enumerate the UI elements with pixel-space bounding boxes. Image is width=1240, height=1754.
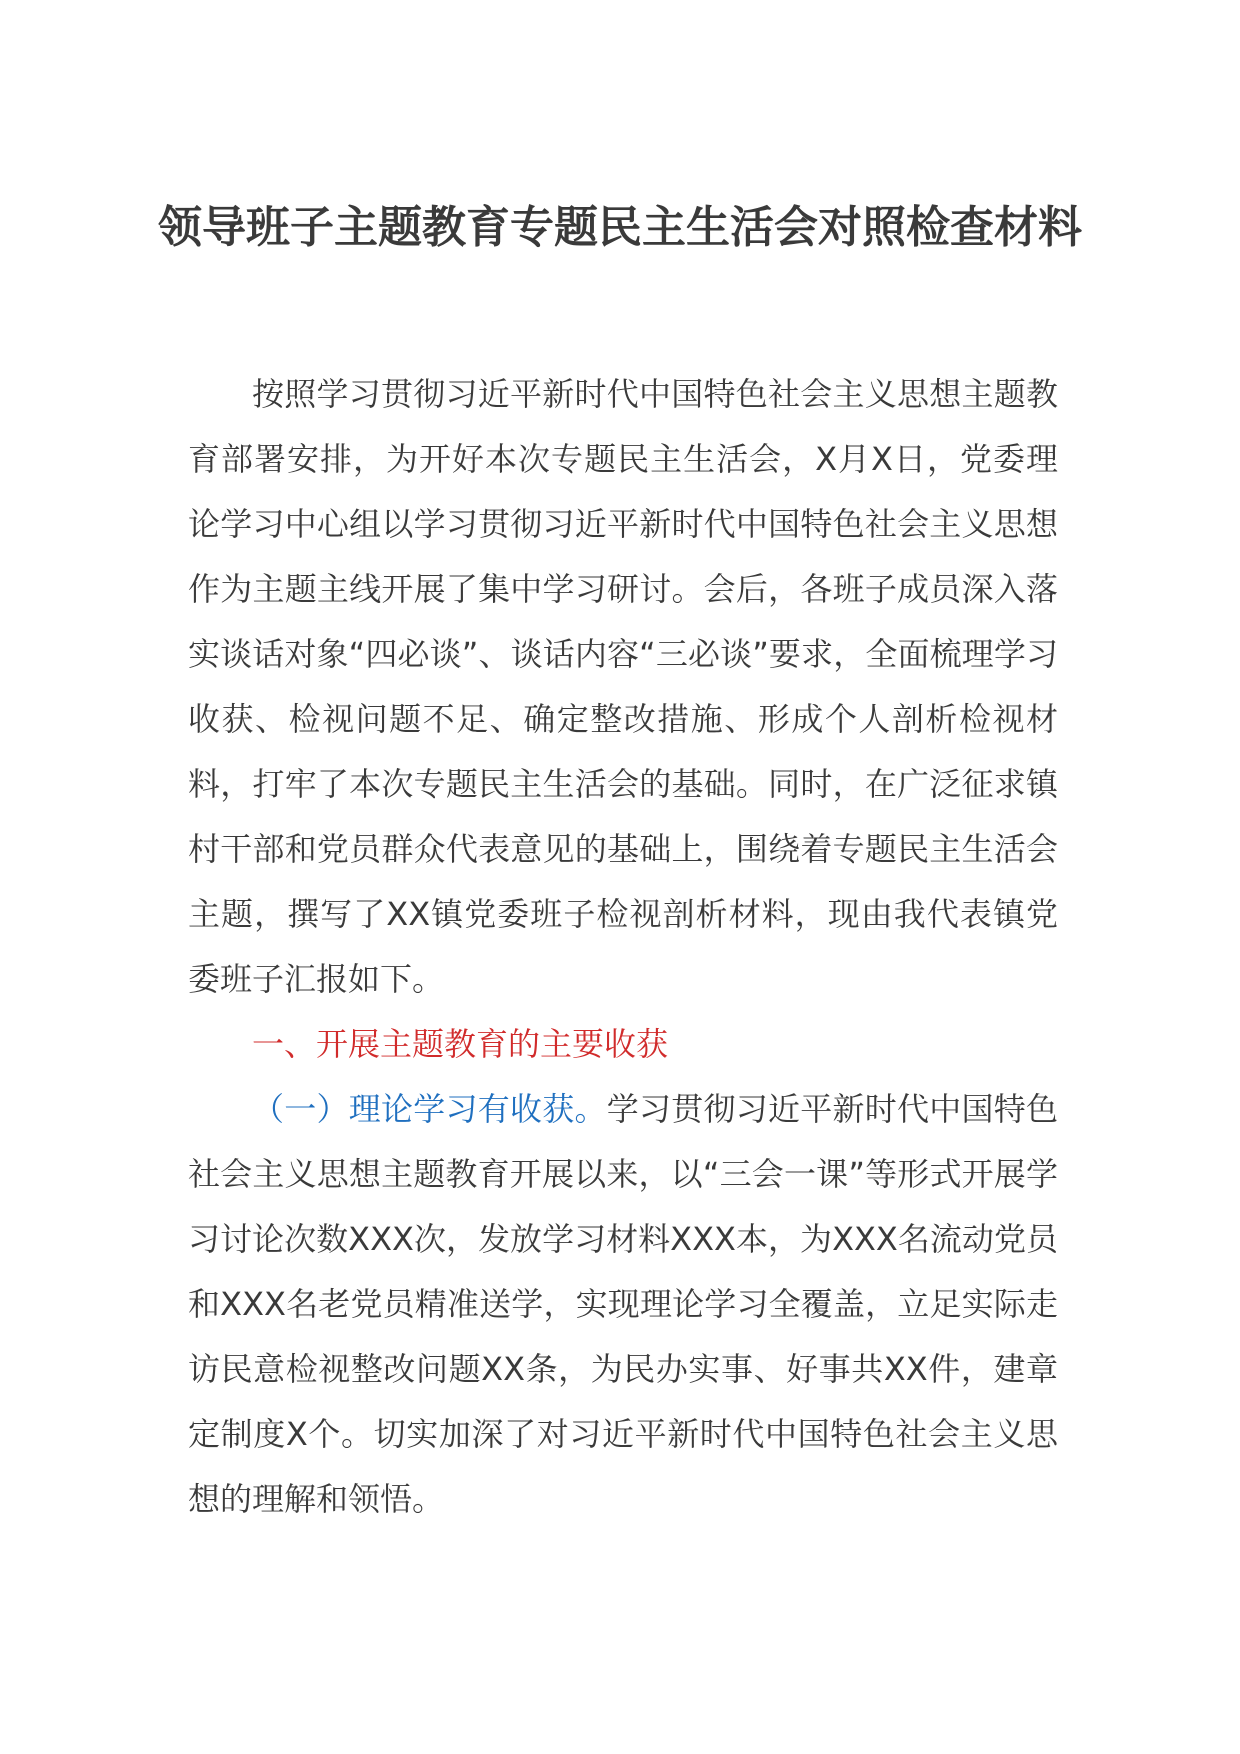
subsection-paragraph [188,1077,1058,1532]
section-heading: 一、开展主题教育的主要收获 [252,1025,669,1063]
subsection-heading: （一）理论学习有收获。 [252,1090,607,1128]
document-title: 领导班子主题教育专题民主生活会对照检查材料 [158,202,1082,253]
intro-paragraph: 按照学习贯彻习近平新时代中国特色社会主义思想主题教育部署安排，为开好本次专题民主生活会，X月X日，党委理论学习中心组以学习贯彻习近平新时代中国特色社会主义思想作为主题主线开展了集中学习研讨。会后，各班子成员深入落实谈话对象“四必谈”、谈话内容“三必谈”要求，全面梳理学习收获、检视问题不足、确定整改措施、形成个人剖析检视材料，打牢了本次专题民主生活会的基础。同时，在广泛征求镇村干部和党员群众代表意见的基础上，围绕着专题民主生活会主题，撰写了XX镇党委班子检视剖析材料，现由我代表镇党委班子汇报如下。 [188,375,1058,998]
document-body [188,362,1058,1532]
subsection-text: 学习贯彻习近平新时代中国特色社会主义思想主题教育开展以来，以“三会一课”等形式开展学习讨论次数XXX次，发放学习材料XXX本，为XXX名流动党员和XXX名老党员精准送学，实现理论学习全覆盖，立足实际走访民意检视整改问题XX条，为民办实事、好事共XX件，建章定制度X个。切实加深了对习近平新时代中国特色社会主义思想的理解和领悟。 [188,1090,1058,1518]
